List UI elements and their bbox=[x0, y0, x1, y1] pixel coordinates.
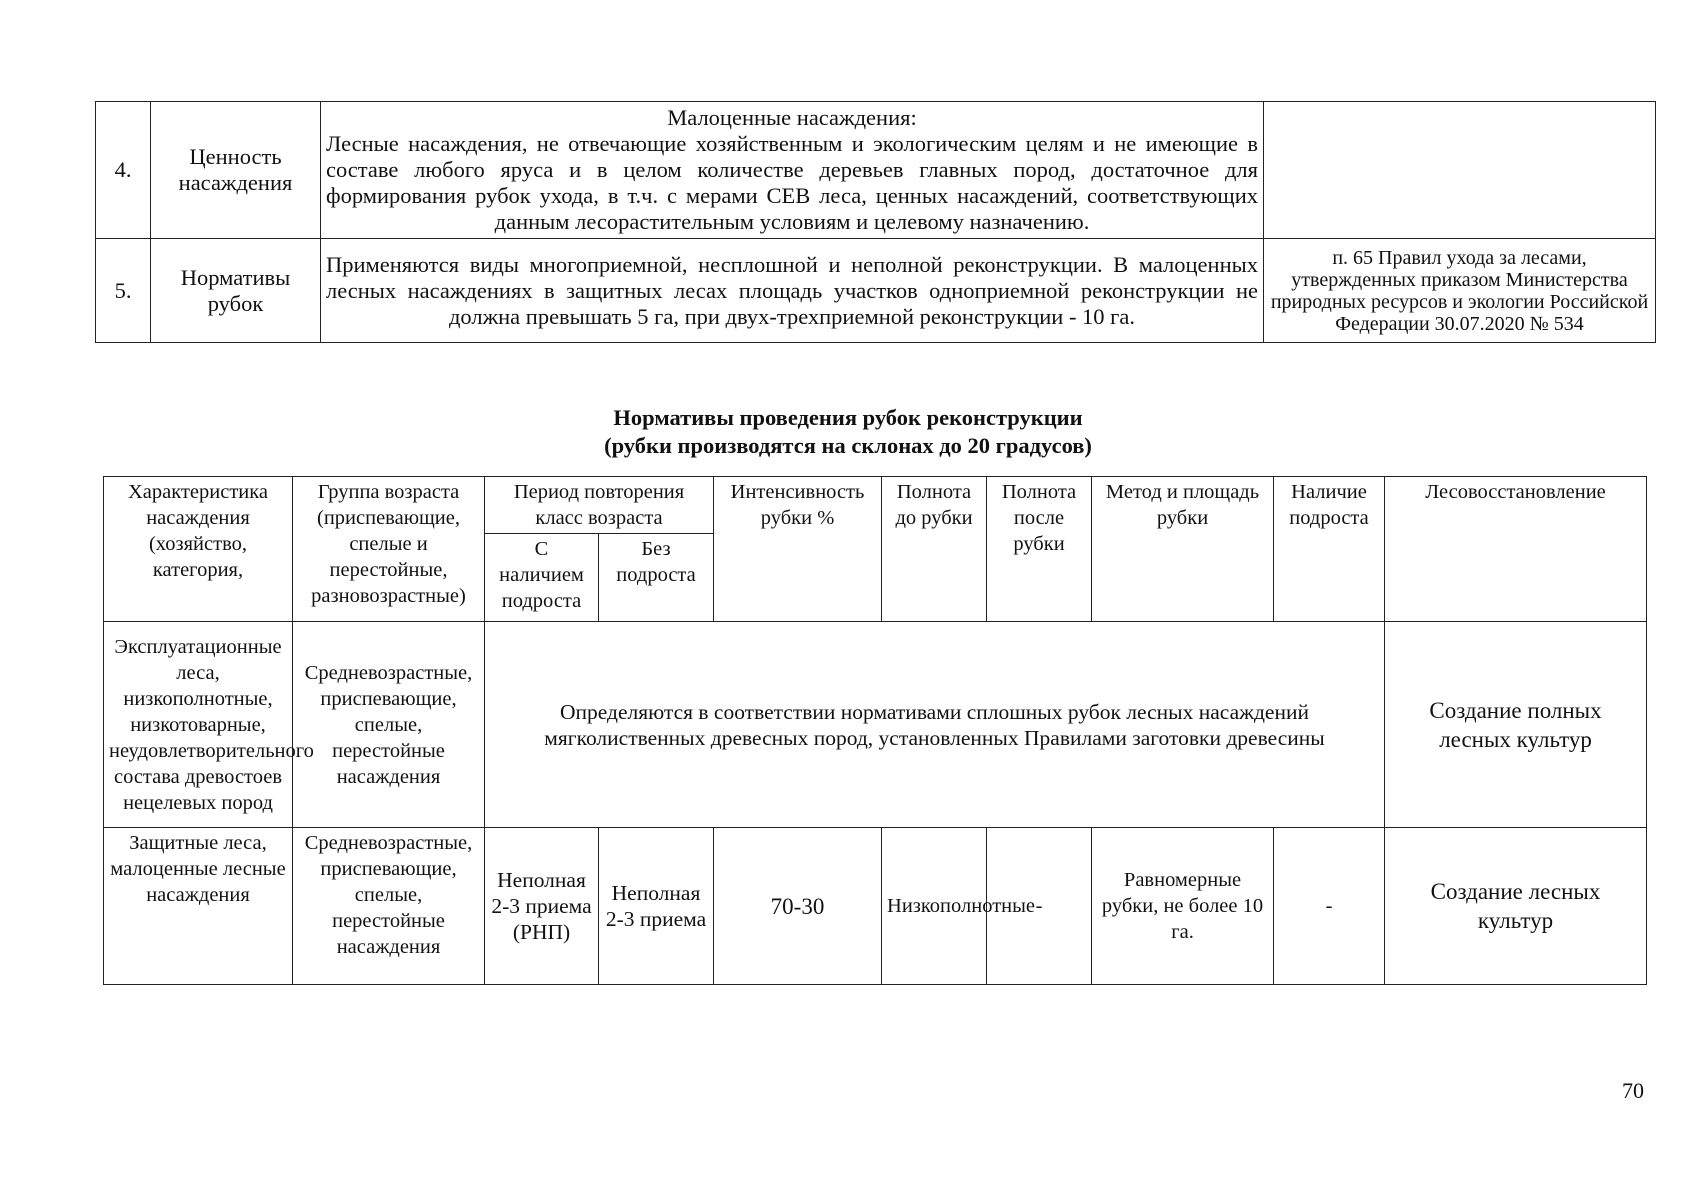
page-number: 70 bbox=[1622, 1078, 1644, 1103]
row2-reforestation: Создание лесных культур bbox=[1385, 828, 1647, 985]
row1-characteristic: Эксплуатационные леса, низкополнотные, низкотоварные, неудовлетворительного состава древостоев нецелевых пород bbox=[104, 622, 293, 828]
row2-intensity: 70-30 bbox=[714, 828, 882, 985]
row2-density-before: Низкополнотные bbox=[882, 828, 987, 985]
header-density-after: Полнота после рубки bbox=[987, 477, 1092, 622]
header-with-undergrowth: С наличием подроста bbox=[485, 534, 599, 622]
row-name: Ценность насаждения bbox=[151, 102, 321, 239]
header-row bbox=[104, 477, 1647, 534]
row2-without-undergrowth: Неполная 2-3 приема bbox=[599, 828, 714, 985]
header-intensity: Интенсивность рубки % bbox=[714, 477, 882, 622]
row2-density-after: - bbox=[987, 828, 1092, 985]
row-name: Нормативы рубок bbox=[151, 239, 321, 343]
section-title: Нормативы проведения рубок реконструкции bbox=[613, 405, 1083, 430]
row-reference: п. 65 Правил ухода за лесами, утвержденных приказом Министерства природных ресурсов и экологии Российской Федерации 30.07.2020 № 534 bbox=[1264, 239, 1656, 343]
table-row bbox=[96, 239, 1656, 343]
row2-undergrowth: - bbox=[1274, 828, 1385, 985]
row2-method: Равномерные рубки, не более 10 га. bbox=[1092, 828, 1274, 985]
row-content-heading: Малоценные насаждения: bbox=[667, 105, 917, 130]
row-number: 5. bbox=[96, 239, 151, 343]
row2-characteristic: Защитные леса, малоценные лесные насаждения bbox=[104, 828, 293, 985]
table-row bbox=[104, 622, 1647, 828]
row-content bbox=[321, 239, 1264, 343]
cutting-norms-table bbox=[103, 476, 1647, 985]
section-subtitle: (рубки производятся на склонах до 20 градусов) bbox=[604, 433, 1092, 458]
header-period: Период повторения класс возраста bbox=[485, 477, 714, 534]
norms-table bbox=[95, 101, 1656, 343]
row2-age-group: Средневозрастные, приспевающие, спелые, перестойные насаждения bbox=[293, 828, 485, 985]
header-without-undergrowth: Без подроста bbox=[599, 534, 714, 622]
header-undergrowth: Наличие подроста bbox=[1274, 477, 1385, 622]
row1-age-group: Средневозрастные, приспевающие, спелые, перестойные насаждения bbox=[293, 622, 485, 828]
row-content-text: Применяются виды многоприемной, несплошной и неполной реконструкции. В малоценных лесных насаждениях в защитных лесах площадь участков одноприемной реконструкции не должна превышать 5 га, при двух-трехприемной реконструкции - 10 га. bbox=[326, 251, 1258, 329]
row-content-text: Лесные насаждения, не отвечающие хозяйственным и экологическим целям и не имеющие в составе любого яруса и в целом количестве деревьев главных пород, достаточное для формирования рубок ухода, в т.ч. с мерами СЕВ леса, ценных насаждений, соответствующих данным лесорастительным условиям и целевому назначению. bbox=[326, 131, 1258, 234]
row2-with-undergrowth: Неполная 2-3 приема (РНП) bbox=[485, 828, 599, 985]
header-age-group: Группа возраста (приспевающие, спелые и перестойные, разновозрастные) bbox=[293, 477, 485, 622]
row-number: 4. bbox=[96, 102, 151, 239]
row1-reforestation: Создание полных лесных культур bbox=[1385, 622, 1647, 828]
table-row bbox=[104, 828, 1647, 985]
header-method: Метод и площадь рубки bbox=[1092, 477, 1274, 622]
header-characteristic: Характеристика насаждения (хозяйство, категория, bbox=[104, 477, 293, 622]
row-reference bbox=[1264, 102, 1656, 239]
header-density-before: Полнота до рубки bbox=[882, 477, 987, 622]
row1-merged-norms: Определяются в соответствии нормативами сплошных рубок лесных насаждений мягколиственных древесных пород, установленных Правилами заготовки древесины bbox=[485, 622, 1385, 828]
table-row bbox=[96, 102, 1656, 239]
row-content bbox=[321, 102, 1264, 239]
header-reforestation: Лесовосстановление bbox=[1385, 477, 1647, 622]
